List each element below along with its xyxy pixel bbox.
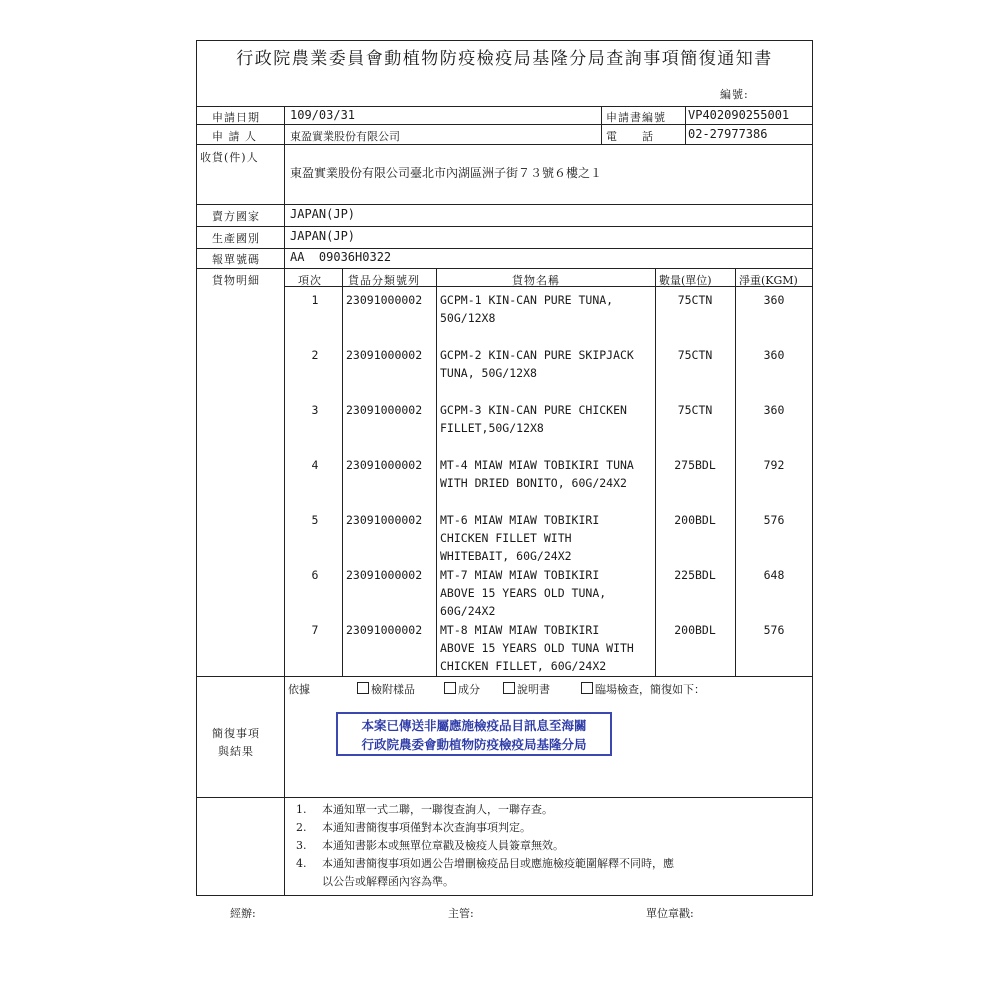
row-code: 23091000002 — [346, 458, 423, 472]
row-name: MT-4 MIAW MIAW TOBIKIRI TUNA WITH DRIED BONITO, 60G/24X2 — [440, 458, 634, 490]
supervisor-label: 主管: — [448, 907, 474, 920]
row-code: 23091000002 — [346, 403, 423, 417]
origin-country-label: 生產國別 — [212, 232, 260, 245]
manual-option-label: 說明書 — [517, 683, 550, 696]
row-weight: 576 — [763, 623, 785, 637]
sample-checkbox[interactable] — [357, 682, 369, 694]
rule — [196, 144, 813, 145]
rule — [196, 106, 813, 107]
document-title: 行政院農業委員會動植物防疫檢疫局基隆分局查詢事項簡復通知書 — [236, 49, 773, 69]
row-weight: 360 — [763, 348, 785, 362]
rule — [284, 106, 285, 797]
row-no: 2 — [311, 348, 319, 362]
row-code: 23091000002 — [346, 568, 423, 582]
row-no: 3 — [311, 403, 319, 417]
rule — [196, 204, 813, 205]
apply-no-label: 申請書編號 — [606, 111, 666, 124]
row-no: 6 — [311, 568, 319, 582]
goods-section-label: 貨物明細 — [212, 274, 260, 287]
seller-country-value: JAPAN(JP) — [290, 207, 356, 221]
row-name: MT-6 MIAW MIAW TOBIKIRI CHICKEN FILLET WITH WHITEBAIT, 60G/24X2 — [440, 513, 600, 563]
row-weight: 360 — [763, 293, 785, 307]
inspection-checkbox[interactable] — [581, 682, 593, 694]
apply-no-value: VP402090255001 — [688, 108, 790, 122]
serial-label: 編號: — [720, 88, 749, 101]
rule — [196, 676, 813, 677]
row-code: 23091000002 — [346, 293, 423, 307]
stamp-line: 本案已傳送非屬應施檢疫品目訊息至海關 — [361, 718, 587, 733]
column-header: 數量(單位) — [659, 274, 712, 287]
reply-section-label: 與結果 — [218, 745, 254, 758]
note-item: 4. 本通知書簡復事項如遇公告增刪檢疫品目或應施檢疫範圍解釋不同時，應 — [296, 857, 674, 870]
row-qty: 275BDL — [674, 458, 716, 472]
consignee-label: 收貨(件)人 — [200, 151, 259, 164]
row-no: 4 — [311, 458, 319, 472]
row-no: 1 — [311, 293, 319, 307]
column-header: 項次 — [298, 274, 322, 287]
rule — [601, 106, 602, 144]
applicant-value: 東盈實業股份有限公司 — [290, 130, 400, 143]
rule — [284, 797, 285, 896]
applicant-label: 申 請 人 — [212, 130, 257, 143]
apply-date-value: 109/03/31 — [290, 108, 356, 122]
declaration-value: AA 09036H0322 — [290, 250, 392, 264]
ingredient-checkbox[interactable] — [444, 682, 456, 694]
seal-label: 單位章戳: — [646, 907, 694, 920]
row-weight: 648 — [763, 568, 785, 582]
phone-label: 電 話 — [606, 130, 654, 143]
rule — [685, 106, 686, 144]
note-item: 1. 本通知單一式二聯，一聯復查詢人，一聯存查。 — [296, 803, 553, 816]
ingredient-option-label: 成分 — [458, 683, 480, 696]
stamp-line: 行政院農委會動植物防疫檢疫局基隆分局 — [361, 737, 587, 752]
row-name: GCPM-2 KIN-CAN PURE SKIPJACK TUNA, 50G/12X8 — [440, 348, 634, 380]
column-header: 貨品分類號列 — [348, 274, 420, 287]
note-item: 3. 本通知書影本或無單位章戳及檢疫人員簽章無效。 — [296, 839, 564, 852]
seller-country-label: 賣方國家 — [212, 210, 260, 223]
rule — [196, 268, 813, 269]
row-qty: 75CTN — [677, 403, 713, 417]
row-weight: 792 — [763, 458, 785, 472]
consignee-value: 東盈實業股份有限公司臺北市內湖區洲子街７３號６樓之１ — [290, 166, 603, 180]
row-name: MT-8 MIAW MIAW TOBIKIRI ABOVE 15 YEARS OLD TUNA WITH CHICKEN FILLET, 60G/24X2 — [440, 623, 634, 673]
row-code: 23091000002 — [346, 623, 423, 637]
column-header: 貨物名稱 — [512, 274, 560, 287]
row-code: 23091000002 — [346, 348, 423, 362]
row-qty: 75CTN — [677, 293, 713, 307]
reply-section-label: 簡復事項 — [212, 727, 260, 740]
row-no: 5 — [311, 513, 319, 527]
apply-date-label: 申請日期 — [212, 111, 260, 124]
row-name: GCPM-1 KIN-CAN PURE TUNA, 50G/12X8 — [440, 293, 614, 325]
inspection-option-label: 臨場檢查，簡復如下： — [595, 683, 705, 696]
row-code: 23091000002 — [346, 513, 423, 527]
column-header: 淨重(KGM) — [739, 274, 798, 287]
manual-checkbox[interactable] — [503, 682, 515, 694]
rule — [196, 226, 813, 227]
phone-value: 02-27977386 — [688, 127, 768, 141]
row-no: 7 — [311, 623, 319, 637]
notes-list — [296, 801, 674, 891]
rule — [196, 248, 813, 249]
row-qty: 200BDL — [674, 623, 716, 637]
sample-option-label: 檢附樣品 — [371, 683, 415, 696]
row-weight: 576 — [763, 513, 785, 527]
basis-label: 依據 — [288, 683, 310, 696]
rule — [342, 268, 343, 676]
customs-stamp — [336, 712, 612, 756]
row-name: MT-7 MIAW MIAW TOBIKIRI ABOVE 15 YEARS OLD TUNA, 60G/24X2 — [440, 568, 607, 618]
origin-country-value: JAPAN(JP) — [290, 229, 356, 243]
basis-line — [288, 681, 705, 697]
handler-label: 經辦: — [230, 907, 256, 920]
rule — [436, 268, 437, 676]
row-name: GCPM-3 KIN-CAN PURE CHICKEN FILLET,50G/12X8 — [440, 403, 627, 435]
row-qty: 200BDL — [674, 513, 716, 527]
note-item: 以公告或解釋函內容為準。 — [322, 875, 454, 888]
rule — [196, 124, 813, 125]
declaration-label: 報單號碼 — [212, 253, 260, 266]
rule — [196, 797, 813, 798]
note-item: 2. 本通知書簡復事項僅對本次查詢事項判定。 — [296, 821, 531, 834]
row-weight: 360 — [763, 403, 785, 417]
row-qty: 75CTN — [677, 348, 713, 362]
row-qty: 225BDL — [674, 568, 716, 582]
